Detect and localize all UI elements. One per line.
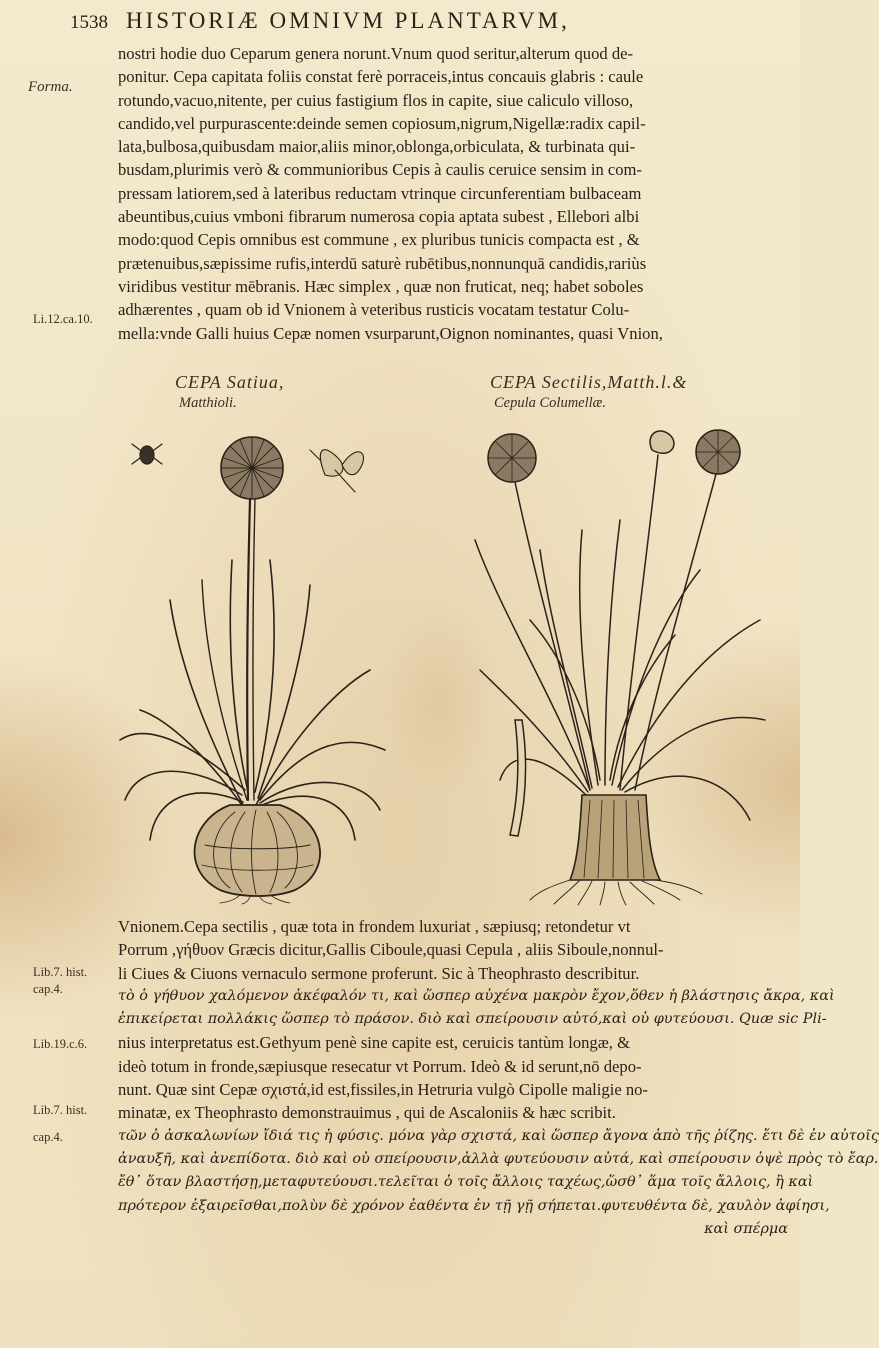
margin-note-cap4: cap.4.: [33, 982, 63, 996]
greek-text-line: τῶν ὁ ἀσκαλωνίων ἴδιά τις ἡ φύσις. μόνα γὰρ σχιστά, καὶ ὥσπερ ἄγονα ἀπὸ τῆς ῥίζης. ἔτι δὲ ἐν αὐτοῖς: [118, 1127, 879, 1144]
margin-note-lib7-hist-2: Lib.7. hist.: [33, 1103, 88, 1117]
caption-subtitle: Matthioli.: [179, 395, 237, 411]
caption-cepa-satiua: [175, 372, 284, 412]
text-line: prætenuibus,sæpissime rufis,interdū saturè rubētibus,nonnunquā candidis,rariùs: [118, 253, 647, 273]
greek-text-line: τὸ ὁ γήθυον χαλόμενον ἀκέφαλόν τι, καὶ ὥσπερ αὐχένα μακρὸν ἔχον,ὅθεν ἡ βλάστησις ἄκρα, καὶ: [118, 987, 835, 1004]
margin-note-lib19: Lib.19.c.6.: [33, 1037, 88, 1051]
figure-captions: [0, 372, 800, 422]
caption-title: CEPA Sectilis,Matth.l.&: [490, 372, 688, 392]
margin-note-li12: Li.12.ca.10.: [33, 312, 93, 326]
margin-note-cap4-2: cap.4.: [33, 1130, 63, 1144]
catchword: καὶ σπέρμα: [704, 1220, 788, 1237]
text-line: Vnionem.Cepa sectilis , quæ tota in frondem luxuriat , sæpiusq; retondetur vt: [118, 917, 631, 936]
caption-title: CEPA Satiua,: [175, 372, 285, 392]
text-line: minatæ, ex Theophrasto demonstrauimus , qui de Ascaloniis & hæc scribit.: [118, 1103, 616, 1123]
caption-cepa-sectilis: [490, 372, 687, 412]
text-line: ideò totum in fronde,sæpiusque resecatur vt Porrum. Ideò & id serunt,nō depo-: [118, 1056, 642, 1076]
text-block-bottom: [118, 915, 879, 1241]
greek-text-line: ἔθ᾽ ὅταν βλαστήσῃ,μεταφυτεύουσι.τελεῖται ὁ τοῖς ἄλλοις ταχέως,ὥσθ᾽ ἅμα τοῖς ἄλλοις, ἢ καὶ: [118, 1174, 814, 1191]
greek-text-line: πρότερον ἐξαιρεῖσθαι,πολὺν δὲ χρόνον ἐαθέντα ἐν τῇ γῇ σήπεται.φυτευθέντα δὲ, χαυλὸν ἀφίησι,: [118, 1197, 830, 1214]
text-line: li Ciues & Ciuons vernaculo sermone proferunt. Sic à Theophrasto describitur.: [118, 963, 640, 983]
woodcut-chive-illustration: [470, 420, 770, 905]
greek-text-line: ἀναυξῆ, καὶ ἀνεπίδοτα. διὸ καὶ οὐ σπείρουσιν,ἀλλὰ φυτεύουσιν αὐτά, καὶ σπείρουσιν ὀψὲ πρὸς τὸ ἔαρ.: [118, 1150, 879, 1167]
text-line: viridibus vestitur mēbranis. Hæc simplex , quæ non fruticat, neq; habet soboles: [118, 276, 644, 296]
text-line: nius interpretatus est.Gethyum penè sine capite est, ceruicis tantùm longæ, &: [118, 1033, 630, 1053]
text-block-top: [118, 42, 788, 345]
text-line: nunt. Quæ sint Cepæ σχιστά,id est,fissiles,in Hetruria vulgò Cipolle maligie no-: [118, 1080, 648, 1100]
text-line: lata,bulbosa,quibusdam maior,aliis minor,oblonga,orbiculata, & turbinata qui-: [118, 137, 636, 157]
text-line: candido,vel purpurascente:deinde semen copiosum,nigrum,Nigellæ:radix capil-: [118, 113, 646, 133]
text-line: rotundo,vacuo,nitente, per cuius fastigium flos in capite, siue caliculo villoso,: [118, 90, 634, 110]
text-line: abeuntibus,cuius vmboni fibrarum numerosa copia aptata subest , Ellebori albi: [118, 207, 640, 227]
page-header: [70, 8, 780, 38]
woodcut-onion-illustration: [110, 420, 400, 905]
text-line: mella:vnde Galli huius Cepæ nomen vsurparunt,Oignon nominantes, quasi Vnion,: [118, 323, 663, 343]
text-line: adhærentes , quam ob id Vnionem à veteribus rusticis vocatam testatur Colu-: [118, 300, 630, 320]
text-line: busdam,plurimis verò & communioribus Cepis à caulis ceruice sensim in com-: [118, 160, 642, 180]
margin-note-lib7-hist: Lib.7. hist.: [33, 965, 88, 979]
running-title: HISTORIÆ OMNIVM PLANTARVM,: [126, 8, 570, 33]
text-line: modo:quod Cepis omnibus est commune , ex pluribus tunicis compacta est , &: [118, 230, 640, 250]
greek-text-line: ἐπικείρεται πολλάκις ὥσπερ τὸ πράσον. διὸ καὶ σπείρουσιν αὐτό,καὶ οὐ φυτεύουσι. Quæ sic Pli-: [118, 1011, 827, 1028]
page-number: 1538: [70, 12, 108, 33]
text-line: Porrum ,γήθυον Græcis dicitur,Gallis Ciboule,quasi Cepula , aliis Siboule,nonnul-: [118, 940, 664, 960]
margin-note-forma: Forma.: [28, 79, 73, 95]
caption-subtitle: Cepula Columellæ.: [494, 395, 606, 411]
text-line: pressam latiorem,sed à lateribus reductam vtrinque circunferentiam bulbaceam: [118, 183, 642, 203]
text-line: ponitur. Cepa capitata foliis constat ferè porraceis,intus concauis glabris : caule: [118, 67, 644, 87]
text-line: nostri hodie duo Ceparum genera norunt.Vnum quod seritur,alterum quod de-: [118, 44, 634, 63]
